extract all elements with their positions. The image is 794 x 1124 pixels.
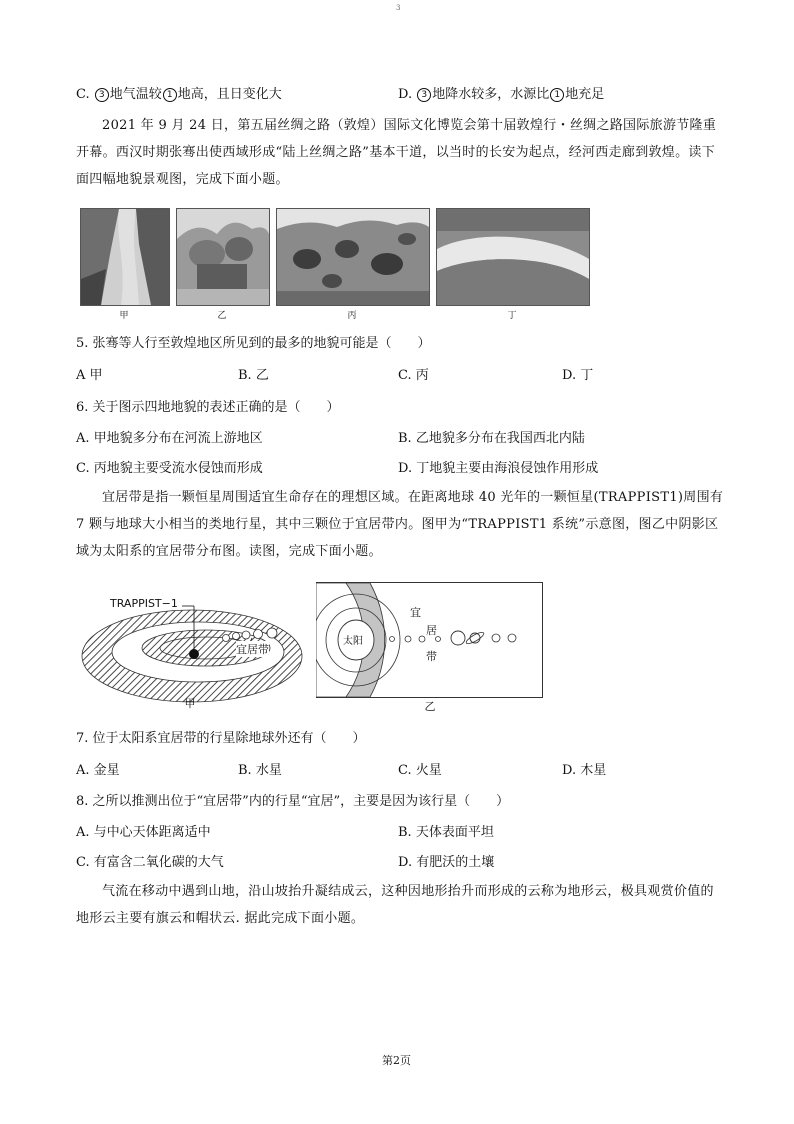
prev-option-c-num1: 3 (95, 88, 109, 102)
question-7-option-a: A. 金星 (76, 763, 120, 778)
planet-2 (233, 633, 240, 640)
prev-option-d-tail: 地充足 (565, 87, 605, 102)
question-7-option-b: B. 水星 (238, 763, 282, 778)
planet-uranus (492, 634, 500, 642)
question-6-stem: 6. 关于图示四地地貌的表述正确的是（ ） (76, 400, 340, 415)
sun-label: 太阳 (343, 636, 363, 647)
planet-earth (419, 636, 425, 642)
question-8-option-b: B. 天体表面平坦 (398, 825, 494, 840)
question-5-option-b: B. 乙 (238, 368, 269, 383)
prev-option-d (398, 83, 604, 102)
question-5-option-d: D. 丁 (562, 368, 594, 383)
habitable-zone-label-b-1: 宜 (410, 606, 421, 619)
planet-venus (405, 636, 411, 642)
prev-option-c-mid: 地气温较 (109, 87, 162, 102)
habitable-zone-label-a: 宜居带 (236, 643, 269, 656)
figure-a-caption: 甲 (184, 697, 196, 710)
landform-photo-bing (276, 208, 430, 306)
question-7-stem: 7. 位于太阳系宜居带的行星除地球外还有（ ） (76, 731, 366, 746)
prev-option-d-letter: D. (398, 87, 413, 102)
habitable-zone-label-b-2: 居 (426, 624, 437, 637)
prev-option-d-mid: 地降水较多，水源比 (432, 87, 550, 102)
planet-jupiter (451, 631, 465, 645)
question-6-option-b: B. 乙地貌多分布在我国西北内陆 (398, 431, 585, 446)
prev-option-d-num2: 1 (550, 88, 564, 102)
question-8-option-a: A. 与中心天体距离适中 (76, 825, 211, 840)
prev-option-d-num1: 3 (417, 88, 431, 102)
intro-paragraph-silk-road: 2021 年 9 月 24 日，第五届丝绸之路（敦煌）国际文化博览会第十届敦煌行・丝绸之路国际旅游节隆重开幕。西汉时期张骞出使西域形成“陆上丝绸之路”基本干道，以当时的长安为起点，经河西走廊到敦煌。读下面四幅地貌景观图，完成下面小题。 (76, 118, 717, 187)
figure-solar-system (316, 582, 543, 698)
prev-option-c (76, 83, 282, 102)
photo-caption-ding: 丁 (507, 311, 517, 321)
question-7-option-d: D. 木星 (562, 763, 607, 778)
question-5-option-c: C. 丙 (398, 368, 429, 383)
prev-option-c-tail: 地高，且日变化大 (177, 87, 282, 102)
page-number: 第2页 (382, 1054, 411, 1067)
planet-5 (267, 628, 277, 638)
question-8-option-d: D. 有肥沃的土壤 (398, 855, 495, 870)
question-5-option-a: A 甲 (76, 368, 103, 383)
question-8-stem: 8. 之所以推测出位于“宜居带”内的行星“宜居”，主要是因为该行星（ ） (76, 794, 510, 809)
question-7-option-c: C. 火星 (398, 763, 442, 778)
landform-photo-ding (436, 208, 590, 306)
trappist-star-label: TRAPPIST−1 (110, 597, 178, 610)
photo-caption-yi: 乙 (217, 311, 227, 321)
figure-b-caption: 乙 (424, 700, 436, 713)
planet-3 (242, 631, 250, 639)
landform-photo-jia (80, 208, 170, 306)
question-5-stem: 5. 张骞等人行至敦煌地区所见到的最多的地貌可能是（ ） (76, 336, 431, 351)
page-top-mark: 3 (396, 4, 401, 12)
planet-neptune (508, 634, 516, 642)
prev-option-c-num2: 1 (163, 88, 177, 102)
planet-4 (254, 630, 263, 639)
planet-mercury (390, 637, 395, 642)
habitable-zone-label-b-3: 带 (426, 650, 437, 663)
landform-photo-yi (176, 208, 270, 306)
intro-paragraph-habitable-zone: 宜居带是指一颗恒星周围适宜生命存在的理想区域。在距离地球 40 光年的一颗恒星(TRAPPIST1)周围有 7 颗与地球大小相当的类地行星，其中三颗位于宜居带内。图甲为“TRAPPIST1 系统”示意图，图乙中阴影区域为太阳系的宜居带分布图。读图，完成下面小题。 (76, 490, 724, 559)
prev-option-c-letter: C. (76, 87, 90, 102)
photo-caption-jia: 甲 (119, 311, 129, 321)
question-6-option-a: A. 甲地貌多分布在河流上游地区 (76, 431, 263, 446)
trappist-star (189, 649, 199, 659)
question-8-option-c: C. 有富含二氧化碳的大气 (76, 855, 224, 870)
question-6-option-c: C. 丙地貌主要受流水侵蚀而形成 (76, 461, 263, 476)
photo-caption-bing: 丙 (347, 311, 357, 321)
figure-trappist-system (78, 594, 306, 710)
question-6-option-d: D. 丁地貌主要由海浪侵蚀作用形成 (398, 461, 599, 476)
intro-paragraph-orographic-cloud: 气流在移动中遇到山地，沿山坡抬升凝结成云，这种因地形抬升而形成的云称为地形云，极具观赏价值的地形云主要有旗云和帽状云. 据此完成下面小题。 (76, 884, 714, 926)
planet-1 (223, 635, 230, 642)
